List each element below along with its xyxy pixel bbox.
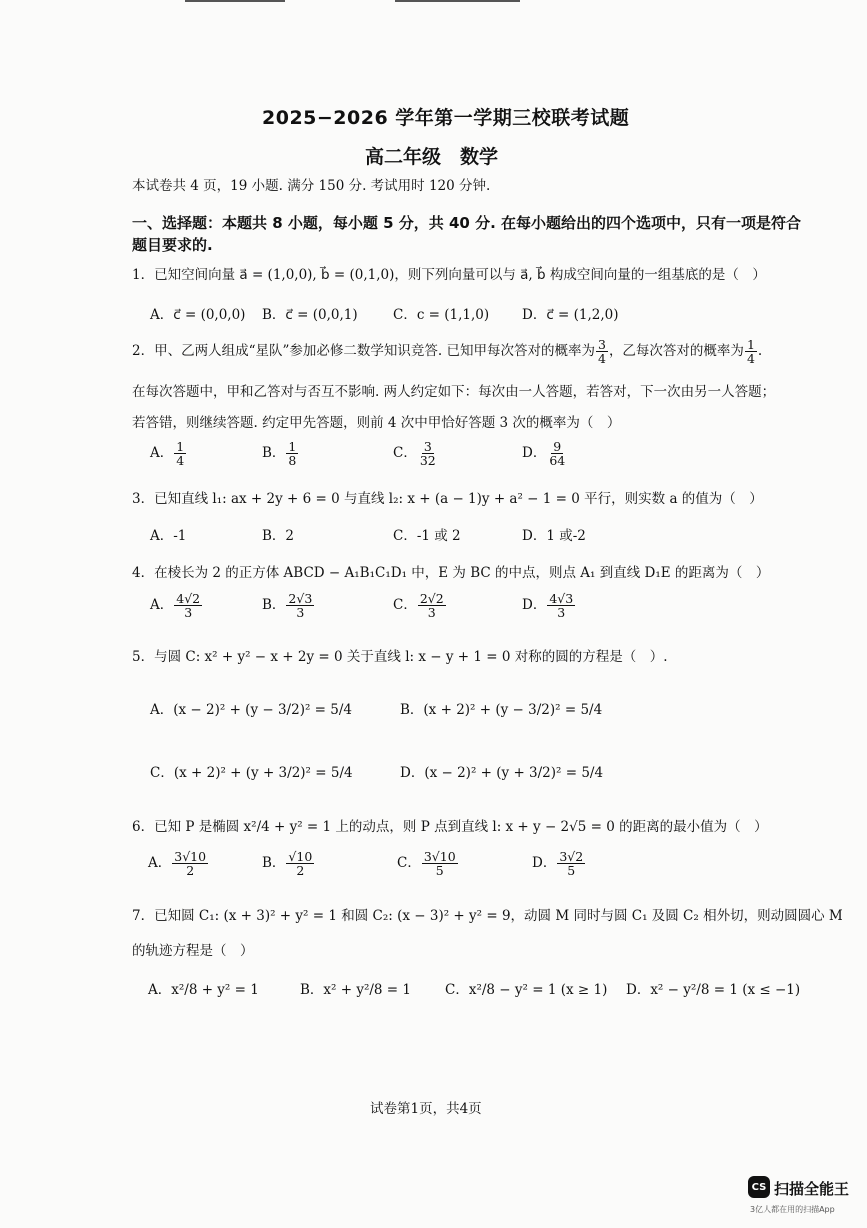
fraction-numerator: 2√2: [419, 591, 444, 606]
fraction-numerator: 2√3: [288, 591, 313, 606]
question-6-option-b: [262, 850, 315, 877]
fraction-numerator: 4√3: [549, 591, 574, 606]
question-1-option-a: A．c⃗ = (0,0,0): [150, 307, 246, 323]
question-7-option-a: A．x²/8 + y² = 1: [148, 982, 259, 998]
exam-title: 2025−2026 学年第一学期三校联考试题: [262, 107, 630, 129]
section-heading-line2: 题目要求的.: [132, 236, 213, 254]
question-4-option-b: [262, 592, 315, 619]
option-fraction: [547, 440, 567, 467]
question-2-line3: 若答错，则继续答题. 约定甲先答题，则前 4 次中甲恰好答题 3 次的概率为（ ）: [132, 415, 621, 431]
question-6-option-a: [148, 850, 209, 877]
option-label: B．: [262, 855, 286, 872]
section-heading-line1: 一、选择题：本题共 8 小题，每小题 5 分，共 40 分. 在每小题给出的四个选项中，只有一项是符合: [132, 214, 802, 232]
question-5-option-a: A．(x − 2)² + (y − 3/2)² = 5/4: [150, 702, 352, 718]
question-3-option-d: D．1 或-2: [522, 528, 586, 544]
question-3-option-a: A．-1: [150, 528, 187, 544]
question-1-option-d: D．c⃗ = (1,2,0): [522, 307, 619, 323]
fraction-numerator: 4√2: [176, 591, 201, 606]
fraction-denominator: 32: [419, 453, 436, 469]
question-4-stem: 4．在棱长为 2 的正方体 ABCD − A₁B₁C₁D₁ 中，E 为 BC 的中点，则点 A₁ 到直线 D₁E 的距离为（ ）: [132, 565, 770, 581]
fraction-numerator: 3√10: [423, 849, 456, 864]
question-7-option-b: B．x² + y²/8 = 1: [300, 982, 411, 998]
fraction-denominator: 3: [296, 605, 305, 621]
fraction-denominator: 2: [296, 863, 305, 879]
question-7-option-d: D．x² − y²/8 = 1 (x ≤ −1): [626, 982, 801, 998]
fraction-denominator: 3: [184, 605, 193, 621]
question-2-option-d: [522, 440, 568, 467]
fraction-numerator: 9: [553, 439, 562, 454]
option-label: B．: [262, 445, 286, 462]
option-fraction: [174, 592, 202, 619]
question-2-option-c: [393, 440, 439, 467]
question-6-option-c: [397, 850, 459, 877]
option-label: A．: [150, 445, 174, 462]
option-label: D．: [522, 445, 547, 462]
fraction-numerator: 3√10: [174, 849, 207, 864]
question-2-line2: 在每次答题中，甲和乙答对与否互不影响. 两人约定如下：每次由一人答题，若答对，下一次由另一人答题；: [132, 384, 776, 400]
question-4-option-c: [393, 592, 447, 619]
question-4-option-d: [522, 592, 576, 619]
question-3-option-c: C．-1 或 2: [393, 528, 461, 544]
question-5-option-c: C．(x + 2)² + (y + 3/2)² = 5/4: [150, 765, 353, 781]
question-2-option-a: [150, 440, 187, 467]
question-3-option-b: B．2: [262, 528, 295, 544]
fraction-numerator: 3√2: [559, 849, 584, 864]
fraction-numerator: 1: [288, 439, 297, 454]
question-4-option-a: [150, 592, 203, 619]
option-label: A．: [150, 597, 174, 614]
option-fraction: [418, 440, 438, 467]
question-3-stem: 3．已知直线 l₁: ax + 2y + 6 = 0 与直线 l₂: x + (a − 1)y + a² − 1 = 0 平行，则实数 a 的值为（ ）: [132, 491, 763, 507]
option-label: C．: [393, 445, 417, 462]
question-5-stem: 5．与圆 C: x² + y² − x + 2y = 0 关于直线 l: x − y + 1 = 0 对称的圆的方程是（ ）.: [132, 649, 668, 665]
option-fraction: [172, 850, 208, 877]
question-2-stem-part2: ，乙每次答对的概率为: [608, 343, 744, 360]
question-7-stem-line1: 7．已知圆 C₁: (x + 3)² + y² = 1 和圆 C₂: (x − 3)² + y² = 9，动圆 M 同时与圆 C₁ 及圆 C₂ 相外切，则动圆圆心 M: [132, 908, 843, 924]
option-label: A．: [148, 855, 172, 872]
question-2-stem: [132, 338, 762, 365]
option-fraction: [418, 592, 446, 619]
option-fraction: [174, 440, 186, 467]
fraction-denominator: 3: [427, 605, 436, 621]
question-1-option-c: C．c = (1,1,0): [393, 307, 490, 323]
fraction-denominator: 2: [186, 863, 195, 879]
question-2-option-b: [262, 440, 299, 467]
fraction-denominator: 5: [567, 863, 576, 879]
question-2-prob-jia: [596, 338, 608, 365]
fraction-numerator: 3: [597, 337, 606, 352]
fraction-denominator: 64: [549, 453, 566, 469]
question-2-stem-part3: .: [757, 343, 763, 360]
option-label: B．: [262, 597, 286, 614]
option-label: C．: [393, 597, 417, 614]
watermark-tagline: 3亿人都在用的扫描App: [750, 1205, 835, 1214]
question-6-stem: 6．已知 P 是椭圆 x²/4 + y² = 1 上的动点，则 P 点到直线 l: x + y − 2√5 = 0 的距离的最小值为（ ）: [132, 819, 768, 835]
question-1-option-b: B．c⃗ = (0,0,1): [262, 307, 358, 323]
exam-subtitle: 高二年级 数学: [365, 146, 499, 168]
question-1-stem: 1．已知空间向量 a⃗ = (1,0,0), b⃗ = (0,1,0)，则下列向量可以与 a⃗, b⃗ 构成空间向量的一组基底的是（ ）: [132, 267, 766, 283]
page-footer: 试卷第1页，共4页: [370, 1101, 482, 1117]
fraction-numerator: 1: [176, 439, 185, 454]
question-7-option-c: C．x²/8 − y² = 1 (x ≥ 1): [445, 982, 608, 998]
exam-info: 本试卷共 4 页，19 小题. 满分 150 分. 考试用时 120 分钟.: [132, 178, 491, 194]
option-fraction: [422, 850, 458, 877]
scan-artifact-right: [395, 0, 520, 2]
option-fraction: [286, 440, 298, 467]
option-fraction: [286, 592, 314, 619]
fraction-numerator: √10: [288, 849, 313, 864]
fraction-denominator: 8: [288, 453, 297, 469]
option-label: D．: [522, 597, 547, 614]
fraction-denominator: 3: [557, 605, 566, 621]
question-6-option-d: [532, 850, 586, 877]
fraction-numerator: 3: [423, 439, 432, 454]
fraction-denominator: 5: [435, 863, 444, 879]
scan-artifact-left: [185, 0, 285, 2]
option-fraction: [286, 850, 314, 877]
option-label: C．: [397, 855, 421, 872]
fraction-numerator: 1: [746, 337, 755, 352]
option-fraction: [557, 850, 585, 877]
question-5-option-d: D．(x − 2)² + (y + 3/2)² = 5/4: [400, 765, 604, 781]
fraction-denominator: 4: [597, 351, 606, 367]
question-5-option-b: B．(x + 2)² + (y − 3/2)² = 5/4: [400, 702, 603, 718]
question-7-stem-line2: 的轨迹方程是（ ）: [132, 943, 254, 959]
camscanner-logo-icon: CS: [748, 1176, 770, 1198]
fraction-denominator: 4: [176, 453, 185, 469]
watermark-name: 扫描全能王: [774, 1180, 850, 1198]
option-label: D．: [532, 855, 557, 872]
option-fraction: [547, 592, 575, 619]
fraction-denominator: 4: [746, 351, 755, 367]
question-2-stem-part1: 2．甲、乙两人组成“星队”参加必修二数学知识竞答. 已知甲每次答对的概率为: [132, 343, 595, 360]
question-2-prob-yi: [745, 338, 757, 365]
